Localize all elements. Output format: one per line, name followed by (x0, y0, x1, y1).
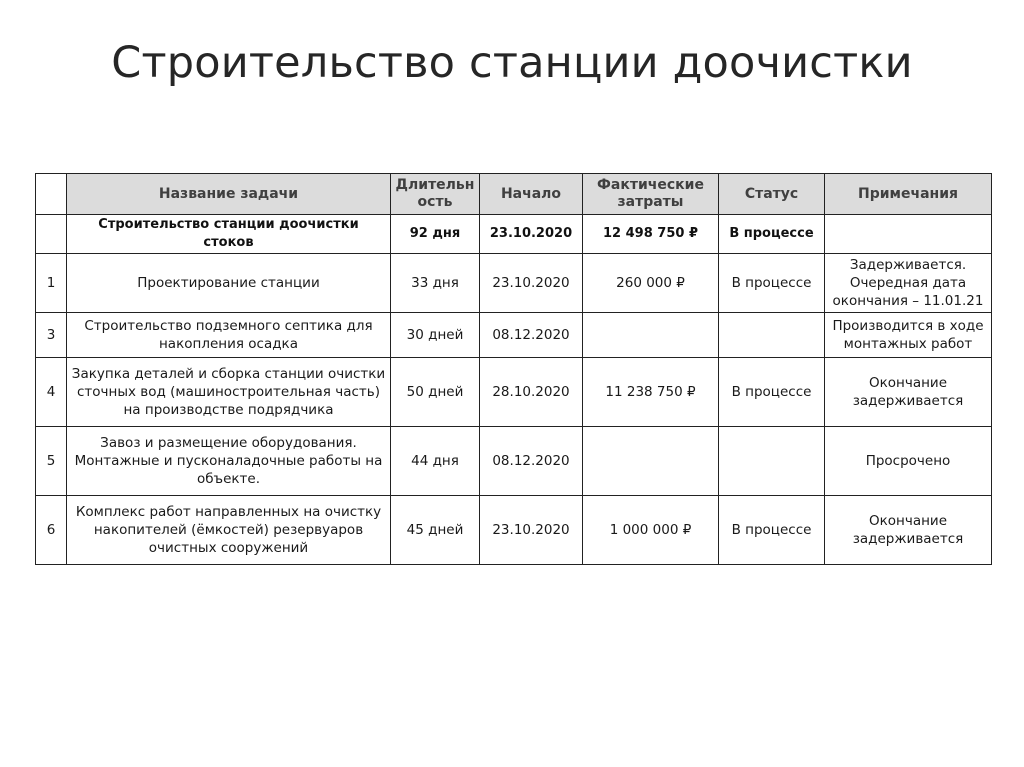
header-actual-cost: Фактические затраты (583, 174, 719, 215)
header-task-name: Название задачи (67, 174, 391, 215)
row-num: 3 (36, 313, 67, 358)
row-num: 5 (36, 427, 67, 496)
row-start: 23.10.2020 (480, 254, 583, 313)
row-actual-cost (583, 427, 719, 496)
row-actual-cost: 260 000 ₽ (583, 254, 719, 313)
summary-task-name: Строительство станции доочистки стоков (67, 215, 391, 254)
row-status: В процессе (719, 496, 825, 565)
row-notes: Просрочено (825, 427, 992, 496)
row-task-name: Завоз и размещение оборудования. Монтажные и пусконаладочные работы на объекте. (67, 427, 391, 496)
row-task-name: Закупка деталей и сборка станции очистки сточных вод (машиностроительная часть) на производстве подрядчика (67, 358, 391, 427)
header-num (36, 174, 67, 215)
row-num: 4 (36, 358, 67, 427)
row-status: В процессе (719, 254, 825, 313)
header-row (36, 174, 992, 215)
row-start: 08.12.2020 (480, 313, 583, 358)
summary-duration: 92 дня (391, 215, 480, 254)
row-start: 23.10.2020 (480, 496, 583, 565)
row-status (719, 313, 825, 358)
row-notes: Окончание задерживается (825, 496, 992, 565)
row-actual-cost: 11 238 750 ₽ (583, 358, 719, 427)
row-actual-cost: 1 000 000 ₽ (583, 496, 719, 565)
table-row (36, 496, 992, 565)
table-row (36, 254, 992, 313)
row-task-name: Проектирование станции (67, 254, 391, 313)
row-task-name: Комплекс работ направленных на очистку накопителей (ёмкостей) резервуаров очистных сооружений (67, 496, 391, 565)
row-start: 08.12.2020 (480, 427, 583, 496)
row-num: 1 (36, 254, 67, 313)
row-notes: Задерживается. Очередная дата окончания – 11.01.21 (825, 254, 992, 313)
row-notes: Окончание задерживается (825, 358, 992, 427)
row-status: В процессе (719, 358, 825, 427)
row-status (719, 427, 825, 496)
summary-notes (825, 215, 992, 254)
row-duration: 50 дней (391, 358, 480, 427)
header-duration: Длительн ость (391, 174, 480, 215)
row-task-name: Строительство подземного септика для накопления осадка (67, 313, 391, 358)
row-duration: 33 дня (391, 254, 480, 313)
row-notes: Производится в ходе монтажных работ (825, 313, 992, 358)
row-start: 28.10.2020 (480, 358, 583, 427)
row-num: 6 (36, 496, 67, 565)
header-notes: Примечания (825, 174, 992, 215)
table-row (36, 427, 992, 496)
table-row (36, 313, 992, 358)
row-duration: 45 дней (391, 496, 480, 565)
table-row (36, 358, 992, 427)
row-actual-cost (583, 313, 719, 358)
slide-title: Строительство станции доочистки (111, 38, 913, 88)
row-duration: 30 дней (391, 313, 480, 358)
summary-status: В процессе (719, 215, 825, 254)
summary-num (36, 215, 67, 254)
summary-start: 23.10.2020 (480, 215, 583, 254)
row-duration: 44 дня (391, 427, 480, 496)
task-table (35, 173, 992, 565)
header-status: Статус (719, 174, 825, 215)
header-start: Начало (480, 174, 583, 215)
summary-row (36, 215, 992, 254)
summary-actual-cost: 12 498 750 ₽ (583, 215, 719, 254)
